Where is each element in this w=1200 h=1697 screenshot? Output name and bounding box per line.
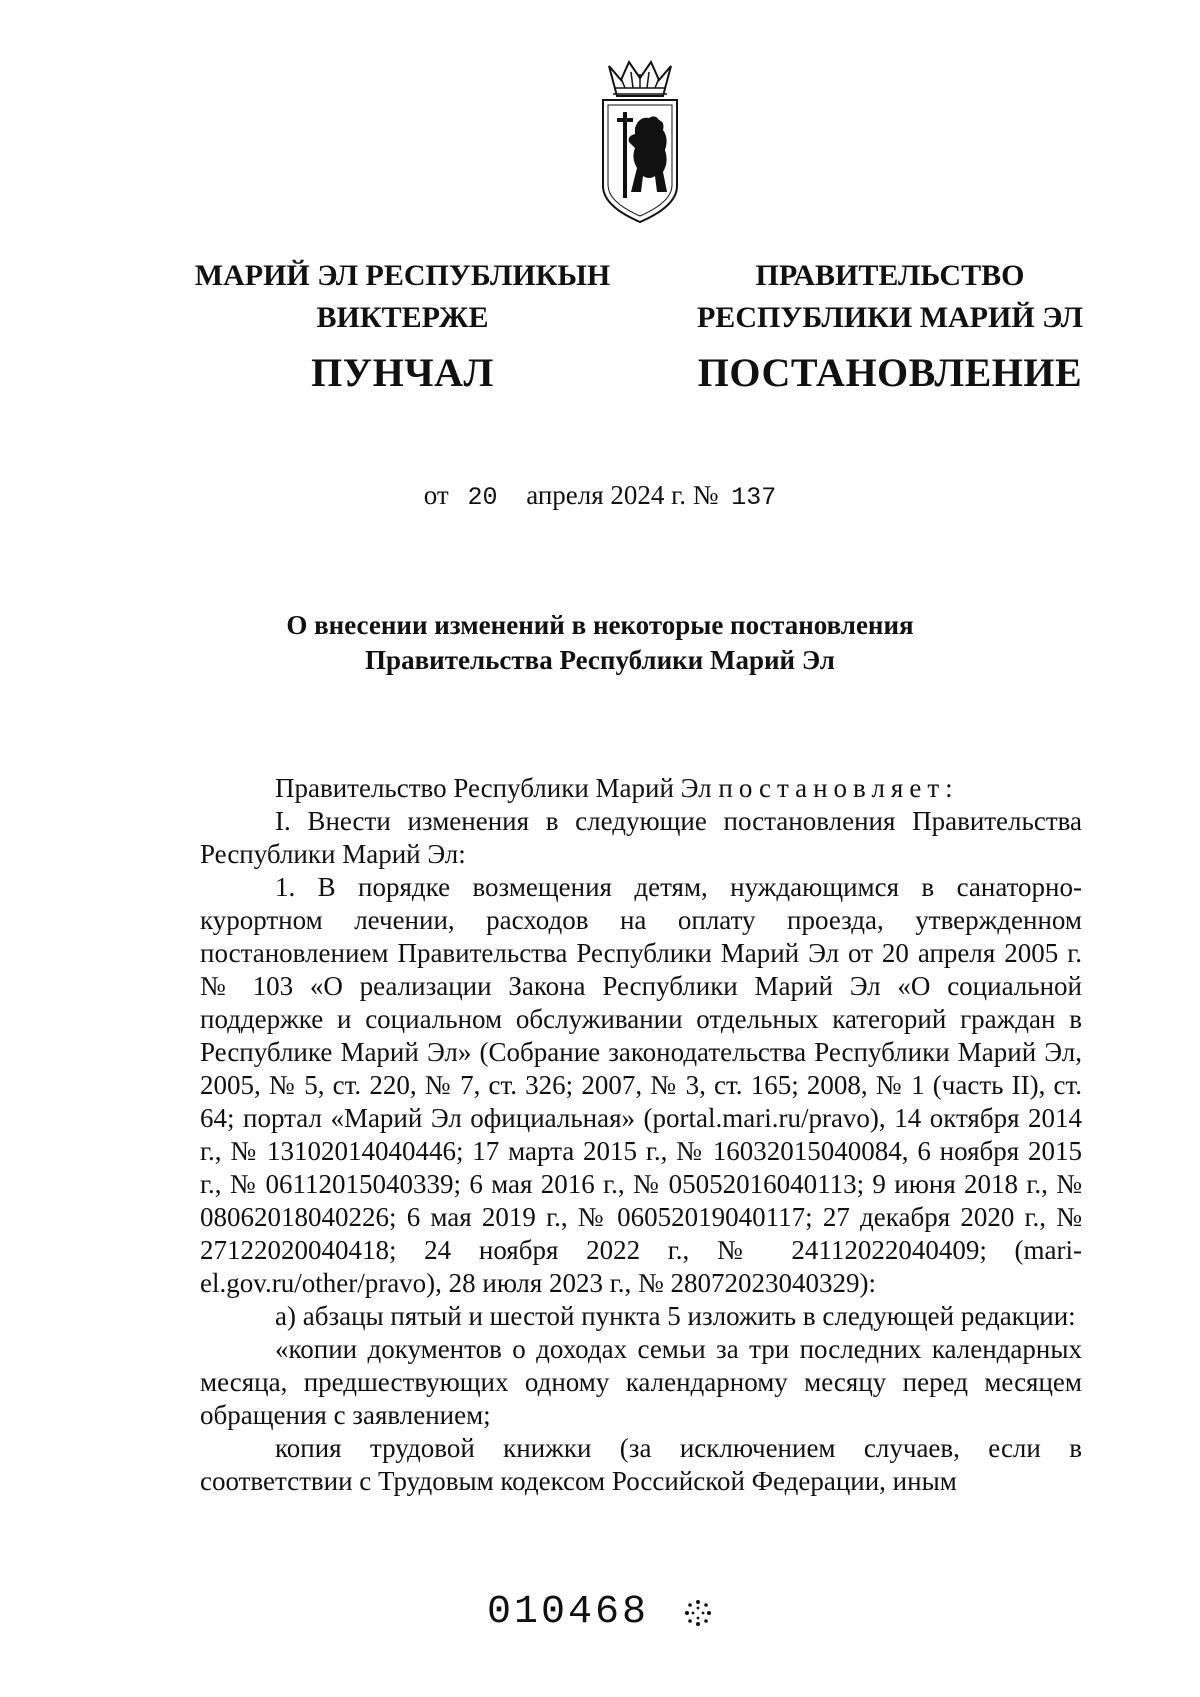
document-title	[200, 608, 1000, 678]
header-right-doc-type: ПОСТАНОВЛЕНИЕ	[697, 350, 1083, 395]
header-right-line1: ПРАВИТЕЛЬСТВО	[755, 259, 1025, 292]
paragraph-subitem-a: а) абзацы пятый и шестой пункта 5 изложить в следующей редакции:	[275, 1301, 1076, 1331]
ornament-icon	[683, 1598, 713, 1628]
header-left-doc-type: ПУНЧАЛ	[311, 350, 494, 395]
serial-number: 010468	[486, 1590, 650, 1635]
header-left	[185, 255, 620, 397]
resolves-subject: Правительство Республики Марий Эл	[275, 773, 712, 803]
document-body	[200, 772, 1082, 1498]
header-right	[680, 255, 1100, 397]
paragraph-item-1: I. Внести изменения в следующие постановления Правительства Республики Марий Эл:	[200, 806, 1082, 869]
date-month-year: апреля 2024 г. №	[526, 480, 719, 510]
paragraph-quote-1: «копии документов о доходах семьи за три последних календарных месяца, предшествующих одному календарному месяцу перед месяцем обращения с заявлением;	[200, 1334, 1082, 1430]
document-date-number	[0, 480, 1200, 512]
coat-of-arms-icon	[595, 58, 685, 228]
date-prefix: от	[423, 480, 449, 510]
title-line1: О внесении изменений в некоторые постановления	[286, 610, 914, 640]
footer	[0, 1590, 1200, 1635]
title-line2: Правительства Республики Марий Эл	[365, 645, 835, 675]
header-left-line2: ВИКТЕРЖЕ	[316, 301, 489, 334]
paragraph-subitem-1: 1. В порядке возмещения детям, нуждающимся в санаторно-курортном лечении, расходов на оплату проезда, утвержденном постановлением Правительства Республики Марий Эл от 20 апреля 2005 г. № 103 «О реализации Закона Республики Марий Эл «О социальной поддержке и социальном обслуживании отдельных категорий граждан в Республике Марий Эл» (Собрание законодательства Республики Марий Эл, 2005, № 5, ст. 220, № 7, ст. 326; 2007, № 3, ст. 165; 2008, № 1 (часть II), ст. 64; портал «Марий Эл официальная» (portal.mari.ru/pravo), 14 октября 2014 г., № 13102014040446; 17 марта 2015 г., № 16032015040084, 6 ноября 2015 г., № 06112015040339; 6 мая 2016 г., № 05052016040113; 9 июня 2018 г., № 08062018040226; 6 мая 2019 г., № 06052019040117; 27 декабря 2020 г., № 27122020040418; 24 ноября 2022 г., № 24112022040409; (mari-el.gov.ru/other/pravo), 28 июля 2023 г., № 28072023040329):	[200, 872, 1082, 1298]
date-day: 20	[467, 483, 498, 512]
document-number: 137	[731, 483, 777, 512]
header-left-line1: МАРИЙ ЭЛ РЕСПУБЛИКЫН	[194, 259, 611, 292]
paragraph-quote-2: копия трудовой книжки (за исключением случаев, если в соответствии с Трудовым кодексом Российской Федерации, иным	[200, 1433, 1082, 1496]
paragraph-resolves	[200, 772, 1082, 805]
resolves-verb: постановляет:	[718, 773, 959, 803]
header-right-line2: РЕСПУБЛИКИ МАРИЙ ЭЛ	[696, 301, 1083, 334]
